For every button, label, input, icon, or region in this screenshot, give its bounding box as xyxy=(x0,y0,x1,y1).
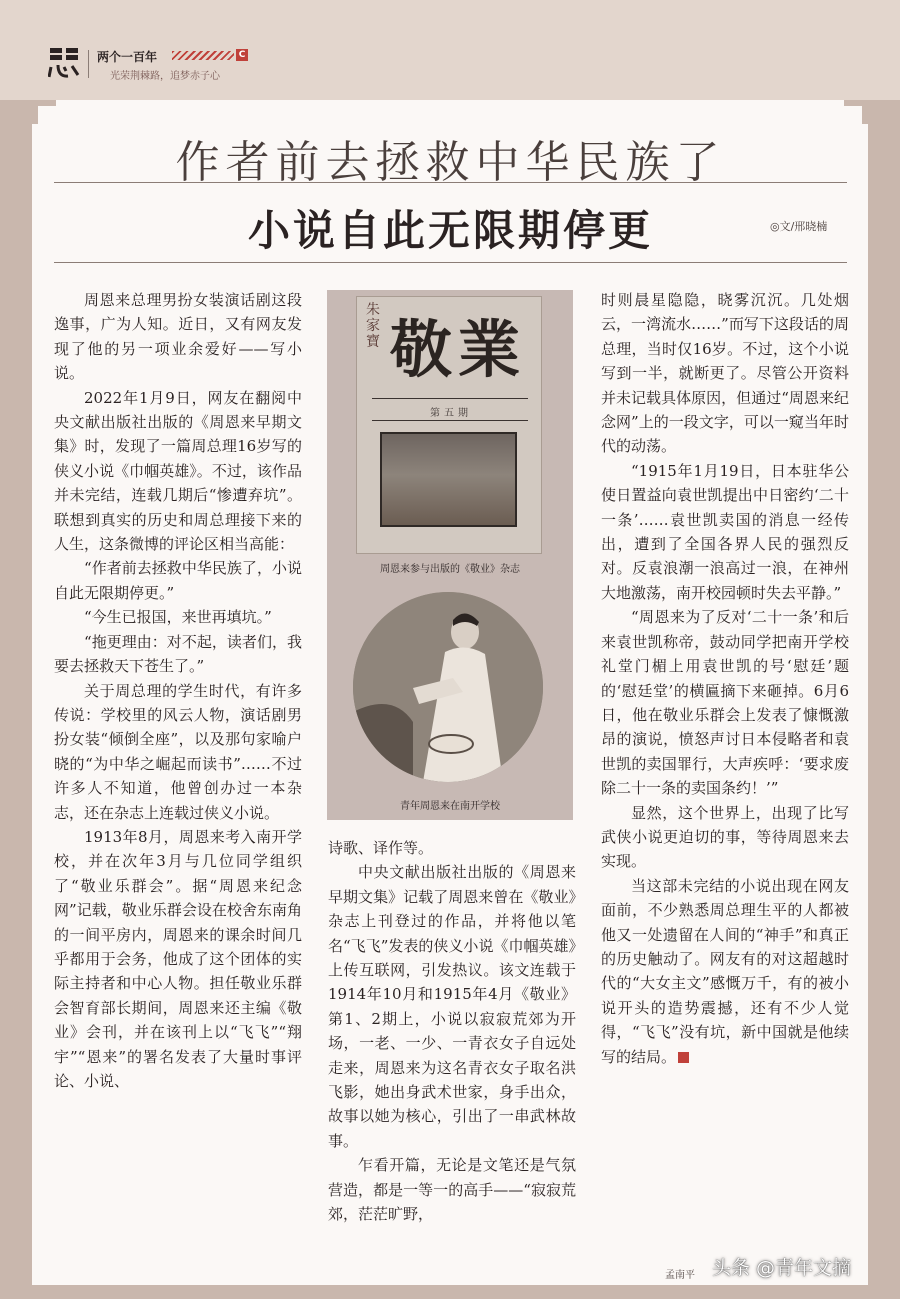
header-mark: C xyxy=(236,49,248,61)
illustrator-credit: 孟南平 xyxy=(665,1270,695,1281)
quote-paragraph: “作者前去拯救中华民族了，小说自此无限期停更。” xyxy=(54,559,302,602)
text-column-2 xyxy=(328,836,576,1227)
quote-paragraph: “1915年1月19日，日本驻华公使日置益向袁世凯提出中日密约‘二十一条’……袁世凯卖国的消息一经传出，遭到了全国各界人民的强烈反对。反袁浪潮一浪高过一浪，在神州大地激荡，南开校园顿时失去平静。” xyxy=(601,461,849,602)
text-column-1 xyxy=(54,288,302,1093)
paragraph: 乍看开篇，无论是文笔还是气氛营造，都是一等一的高手——“寂寂荒郊，茫茫旷野， xyxy=(328,1156,576,1224)
paragraph-text: 当这部未完结的小说出现在网友面前，不少熟悉周总理生平的人都被他又一处遗留在人间的“神手”和真正的历史触动了。网友有的对这超越时代的“大女主文”感慨万千，有的被小说开头的造势震撼，还有不少人觉得，“飞飞”没有坑，新中国就是他续写的结局。 xyxy=(601,876,849,1066)
paragraph: 中央文献出版社出版的《周恩来早期文集》记载了周恩来曾在《敬业》杂志上刊登过的作品，并将他以笔名“飞飞”发表的侠义小说《巾帼英雄》上传互联网，引发热议。该文连载于1914年10月和1915年4月《敬业》第1、2期上，小说以寂寂荒郊为开场，一老、一少、一青衣女子自远处走来，周恩来为这名青衣女子取名洪飞影，她出身武术世家，身手出众，故事以她为核心，引出了一串武林故事。 xyxy=(328,863,576,1150)
paragraph: 关于周总理的学生时代，有许多传说：学校里的风云人物，演话剧男扮女装“倾倒全座”，以及那句家喻户晓的“为中华之崛起而读书”……不过许多人不知道，他曾创办过一本杂志，还在杂志上连载过侠义小说。 xyxy=(54,681,302,822)
paragraph-continuation: 诗歌、译作等。 xyxy=(328,839,434,857)
corner-deco-tr-v xyxy=(862,106,868,124)
quote-paragraph: “今生已报国，来世再填坑。” xyxy=(84,608,272,627)
paragraph-continuation: 时则晨星隐隐，晓雾沉沉。几处烟云，一湾流水……”而写下这段话的周总理，当时仅16岁。不过，这个小说写到一半，就断更了。尽管公开资料并未记载具体原因，但通过“周恩来纪念网”上的一段文字，可以一窥当年时代的动荡。 xyxy=(601,291,849,456)
portrait-photo xyxy=(353,592,543,782)
cover-title: 敬業 xyxy=(390,313,527,386)
cover-issue: 第五期 xyxy=(430,408,472,419)
author-byline: ◎文/邢晓楠 xyxy=(770,220,828,233)
title-rule-bottom xyxy=(54,262,847,263)
cover-illustration xyxy=(380,432,517,527)
cover-rule xyxy=(372,398,528,399)
end-mark-icon xyxy=(678,1052,689,1063)
cover-side-text: 朱家寶 xyxy=(366,302,380,350)
cover-rule xyxy=(372,420,528,421)
figure-caption-1: 周恩来参与出版的《敬业》杂志 xyxy=(380,564,520,575)
article-title: 作者前去拯救中华民族了 xyxy=(175,137,726,188)
header-divider xyxy=(88,50,89,78)
figure-caption-2: 青年周恩来在南开学校 xyxy=(400,801,500,812)
magazine-logo xyxy=(48,47,80,79)
paragraph: 2022年1月9日，网友在翻阅中央文献出版社出版的《周恩来早期文集》时，发现了一篇周总理16岁写的侠义小说《巾帼英雄》。不过，该作品并未完结，连载几期后“惨遭弃坑”。联想到真实的历史和周总理接下来的人生，这条微博的评论区相当高能： xyxy=(54,388,302,554)
quote-paragraph: “拖更理由：对不起，读者们，我要去拯救天下苍生了。” xyxy=(54,632,302,676)
column-title: 两个一百年 xyxy=(97,50,158,64)
source-watermark: 头条 @青年文摘 xyxy=(712,1257,852,1279)
header-hatch-decoration xyxy=(172,51,234,60)
text-column-3 xyxy=(601,288,849,1069)
column-subtitle: 光荣荆棘路，追梦赤子心 xyxy=(110,71,220,82)
paragraph: 周恩来总理男扮女装演话剧这段逸事，广为人知。近日，又有网友发现了他的另一项业余爱好——写小说。 xyxy=(54,291,302,383)
article-subtitle: 小说自此无限期停更 xyxy=(247,206,653,255)
corner-deco-tl-v xyxy=(32,106,38,124)
quote-paragraph: “周恩来为了反对‘二十一条’和后来袁世凯称帝，鼓动同学把南开学校礼堂门楣上用袁世凯的号‘慰廷’题的‘慰廷堂’的横匾摘下来砸掉。6月6日，他在敬业乐群会上发表了慷慨激昂的演说，愤怒声讨日本侵略者和袁世凯的卖国罪行，大声疾呼：‘要求废除二十一条的卖国条约！’” xyxy=(601,608,849,798)
paragraph xyxy=(601,874,849,1069)
paragraph: 显然，这个世界上，出现了比写武侠小说更迫切的事，等待周恩来去实现。 xyxy=(601,803,849,871)
paragraph: 1913年8月，周恩来考入南开学校，并在次年3月与几位同学组织了“敬业乐群会”。据“周恩来纪念网”记载，敬业乐群会设在校舍东南角的一间平房内，周恩来的课余时间几乎都用于会务，他成了这个团体的实际主持者和中心人物。担任敬业乐群会智育部长期间，周恩来还主编《敬业》会刊，并在该刊上以“飞飞”“翔宇”“恩来”的署名发表了大量时事评论、小说、 xyxy=(54,827,302,1090)
